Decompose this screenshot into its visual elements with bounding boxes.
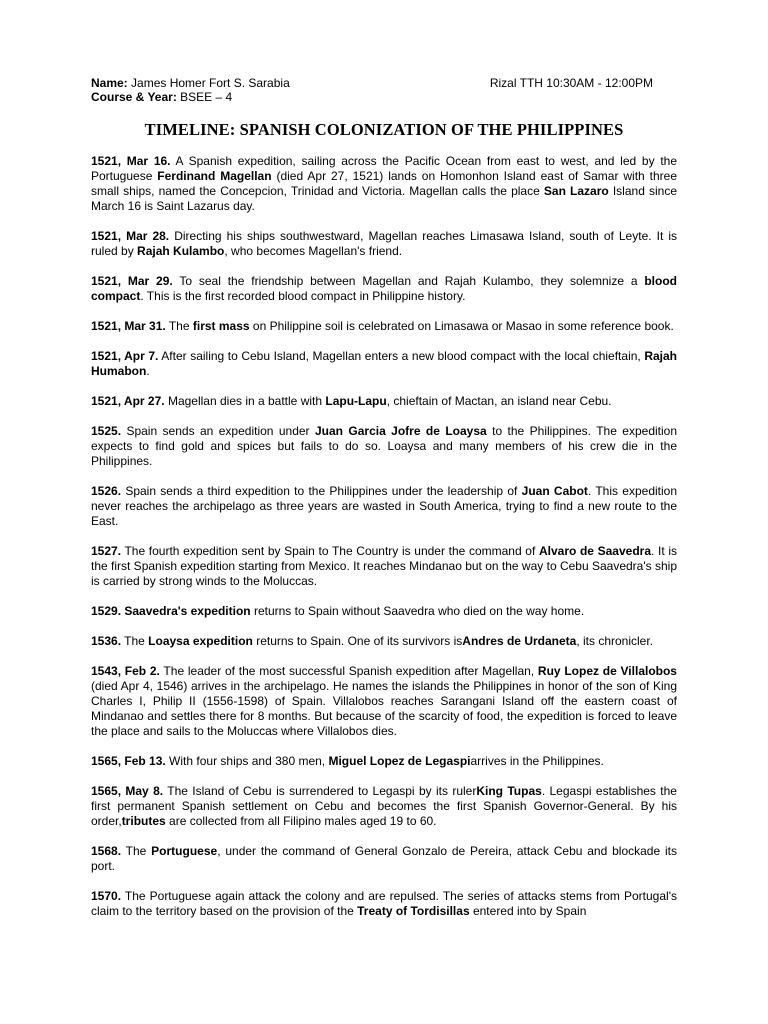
timeline-entry: [91, 844, 677, 874]
entry-bold-text: 1527.: [91, 544, 122, 558]
entry-bold-text: Miguel Lopez de Legaspi: [328, 754, 471, 768]
student-name-line: [91, 76, 490, 90]
entry-text: To seal the friendship between Magellan and Rajah Kulambo, they solemnize a: [172, 274, 645, 288]
entry-bold-text: Lapu-Lapu: [325, 394, 387, 408]
entry-bold-text: tributes: [121, 814, 166, 828]
entry-bold-text: Juan Garcia Jofre de Loaysa: [314, 424, 487, 438]
entry-bold-text: 1521, Apr 27.: [91, 394, 165, 408]
entry-bold-text: 1521, Mar 28.: [91, 229, 170, 243]
document-title: TIMELINE: SPANISH COLONIZATION OF THE PHILIPPINES: [144, 120, 624, 139]
entry-bold-text: Rajah Kulambo: [137, 244, 225, 258]
entry-text: Directing his ships southwestward, Magellan reaches Limasawa Island, south of Leyte. It is ruled by: [91, 229, 678, 258]
course-label: Course & Year:: [91, 90, 177, 104]
timeline-entry: [91, 754, 677, 769]
entry-text: , who becomes Magellan's friend.: [224, 244, 403, 258]
entry-text: . This is the first recorded blood compact in Philippine history.: [140, 289, 466, 303]
entry-bold-text: Loaysa expedition: [148, 634, 253, 648]
timeline-entry: [91, 664, 677, 739]
entry-bold-text: 1570.: [91, 889, 122, 903]
entry-text: Spain sends an expedition under: [121, 424, 315, 438]
header-row: [91, 76, 677, 90]
entry-bold-text: Alvaro de Saavedra: [538, 544, 652, 558]
entry-bold-text: 1568.: [91, 844, 122, 858]
timeline-entry: [91, 154, 677, 214]
entry-text: The Portuguese again attack the colony and are repulsed. The series of attacks stems from Portugal's claim to the territory based on the provision of the: [91, 889, 677, 918]
entry-text: After sailing to Cebu Island, Magellan enters a new blood compact with the local chieftain,: [158, 349, 645, 363]
entry-bold-text: 1521, Mar 16.: [91, 154, 171, 168]
entry-bold-text: Ferdinand Magellan: [157, 169, 272, 183]
timeline-entries: [91, 154, 677, 919]
entry-bold-text: King Tupas: [476, 784, 542, 798]
name-value: James Homer Fort S. Sarabia: [127, 76, 290, 90]
entry-text: , under the command of General Gonzalo de Pereira, attack Cebu and blockade its port.: [91, 844, 677, 873]
entry-bold-text: Treaty of Tordisillas: [357, 904, 470, 918]
timeline-entry: [91, 394, 677, 409]
timeline-entry: [91, 319, 677, 334]
name-label: Name:: [91, 76, 128, 90]
entry-text: .: [146, 364, 150, 378]
timeline-entry: [91, 784, 677, 829]
timeline-entry: [91, 274, 677, 304]
entry-text: The: [121, 844, 152, 858]
timeline-entry: [91, 604, 677, 619]
entry-text: entered into by Spain: [469, 904, 587, 918]
entry-bold-text: Rajah Humabon: [91, 349, 677, 378]
class-schedule: Rizal TTH 10:30AM - 12:00PM: [489, 76, 653, 90]
course-year-line: [91, 90, 677, 104]
entry-bold-text: first mass: [192, 319, 250, 333]
entry-bold-text: 1521, Mar 31.: [91, 319, 166, 333]
timeline-entry: [91, 484, 677, 529]
timeline-entry: [91, 229, 677, 259]
entry-text: The: [121, 634, 149, 648]
timeline-entry: [91, 889, 677, 919]
entry-text: The fourth expedition sent by Spain to The Country is under the command of: [121, 544, 539, 558]
entry-bold-text: 1526.: [91, 484, 122, 498]
entry-bold-text: Andres de Urdaneta: [462, 634, 577, 648]
entry-bold-text: San Lazaro: [543, 184, 609, 198]
entry-text: The leader of the most successful Spanish expedition after Magellan,: [159, 664, 538, 678]
timeline-entry: [91, 349, 677, 379]
entry-bold-text: 1529.: [91, 604, 122, 618]
entry-text: returns to Spain without Saavedra who died on the way home.: [250, 604, 585, 618]
entry-text: . This expedition never reaches the archipelago as three years are wasted in South America, trying to find a new route to the East.: [91, 484, 677, 528]
entry-text: Spain sends a third expedition to the Philippines under the leadership of: [121, 484, 522, 498]
entry-bold-text: Juan Cabot: [521, 484, 588, 498]
entry-bold-text: 1521, Apr 7.: [91, 349, 159, 363]
entry-bold-text: Saavedra's expedition: [124, 604, 251, 618]
entry-text: . It is the first Spanish expedition starting from Mexico. It reaches Mindanao but on the way to Cebu Saavedra's ship is carried by strong winds to the Moluccas.: [91, 544, 677, 588]
entry-text: Magellan dies in a battle with: [164, 394, 326, 408]
entry-text: , chieftain of Mactan, an island near Cebu.: [386, 394, 612, 408]
timeline-entry: [91, 424, 677, 469]
entry-text: , its chronicler.: [576, 634, 654, 648]
entry-text: . Legaspi establishes the first permanent Spanish settlement on Cebu and becomes the first Spanish Governor-General. By his order,: [91, 784, 677, 828]
entry-text: (died Apr 4, 1546) arrives in the archipelago. He names the islands the Philippines in honor of the son of King Charles I, Philip II (1556-1598) of Spain. Villalobos reaches Sarangani Island off the eastern coast of Mindanao and settles there for 8 months. But because of the scarcity of food, the expedition is forced to leave the place and sails to the Moluccas where Villalobos dies.: [91, 679, 677, 738]
entry-text: Island since March 16 is Saint Lazarus day.: [91, 184, 678, 213]
entry-text: The: [165, 319, 193, 333]
entry-text: The Island of Cebu is surrendered to Legaspi by its ruler: [163, 784, 477, 798]
entry-bold-text: 1565, Feb 13.: [91, 754, 166, 768]
entry-bold-text: 1521, Mar 29.: [91, 274, 173, 288]
entry-bold-text: blood compact: [91, 274, 677, 303]
entry-bold-text: Portuguese: [151, 844, 218, 858]
entry-text: With four ships and 380 men,: [165, 754, 329, 768]
entry-bold-text: 1536.: [91, 634, 122, 648]
timeline-entry: [91, 634, 677, 649]
timeline-entry: [91, 544, 677, 589]
entry-bold-text: Ruy Lopez de Villalobos: [537, 664, 677, 678]
entry-bold-text: 1565, May 8.: [91, 784, 164, 798]
entry-text: A Spanish expedition, sailing across the Pacific Ocean from east to west, and led by the Portuguese: [91, 154, 677, 183]
course-value: BSEE – 4: [176, 90, 233, 104]
entry-bold-text: 1525.: [91, 424, 122, 438]
entry-text: arrives in the Philippines.: [470, 754, 604, 768]
entry-text: are collected from all Filipino males aged 19 to 60.: [165, 814, 437, 828]
entry-text: returns to Spain. One of its survivors is: [252, 634, 463, 648]
entry-text: (died Apr 27, 1521) lands on Homonhon Island east of Samar with three small ships, named the Concepcion, Trinidad and Victoria. Magellan calls the place: [91, 169, 677, 198]
entry-text: to the Philippines. The expedition expects to find gold and spices but fails to do so. Loaysa and many members of his crew die in the Philippines.: [91, 424, 678, 468]
entry-bold-text: 1543, Feb 2.: [91, 664, 160, 678]
entry-text: on Philippine soil is celebrated on Limasawa or Masao in some reference book.: [249, 319, 674, 333]
